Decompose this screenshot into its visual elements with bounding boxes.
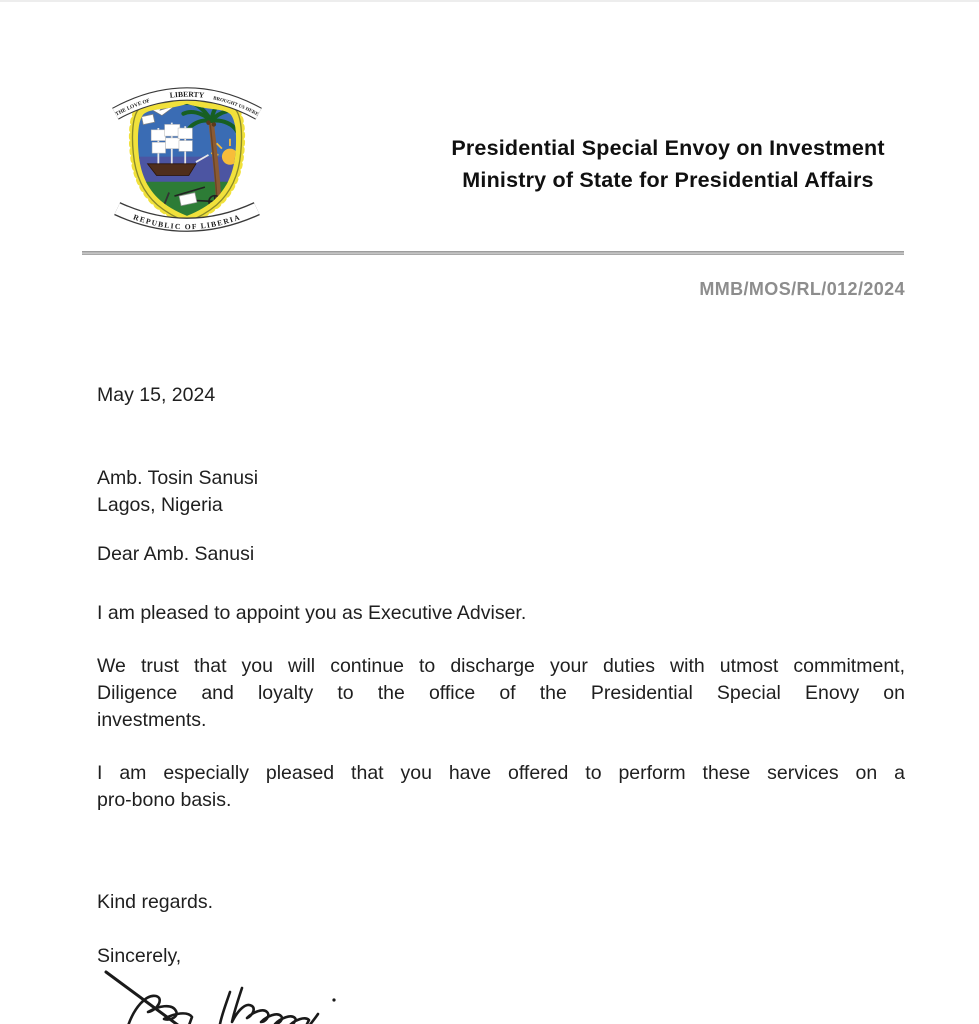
letter-body <box>97 600 905 814</box>
coat-of-arms-icon <box>96 60 278 248</box>
reference-number: MMB/MOS/RL/012/2024 <box>699 279 905 299</box>
letterhead-title <box>428 132 908 196</box>
body-paragraph3-line2: pro-bono basis. <box>97 789 232 811</box>
recipient-block <box>97 465 258 519</box>
body-paragraph2-line2: Diligence and loyalty to the office of the Presidential Special Enovy on <box>97 682 905 704</box>
seal-ribbon-top-center-text: LIBERTY <box>169 89 205 100</box>
body-paragraph3-line1: I am especially pleased that you have offered to perform these services on a <box>97 762 905 784</box>
signature-icon <box>98 966 358 1024</box>
letterhead-divider-rule <box>82 251 904 255</box>
seal-ribbon-top-left-text: THE LOVE OF <box>114 98 151 118</box>
salutation: Dear Amb. Sanusi <box>97 543 255 565</box>
body-paragraph1-line1: I am pleased to appoint you as Executive Adviser. <box>97 602 527 624</box>
recipient-location: Lagos, Nigeria <box>97 494 223 516</box>
seal-ribbon-top-right-text: BROUGHT US HERE <box>212 96 260 118</box>
closing-kind-regards: Kind regards. <box>97 891 213 913</box>
letterhead-title-line1: Presidential Special Envoy on Investment <box>451 136 885 160</box>
liberia-coat-of-arms <box>96 60 278 248</box>
body-paragraph2-line1: We trust that you will continue to discharge your duties with utmost commitment, <box>97 655 905 677</box>
letterhead-title-line2: Ministry of State for Presidential Affairs <box>462 168 874 192</box>
letter-date: May 15, 2024 <box>97 384 216 406</box>
seal-ribbon-bottom-text: REPUBLIC OF LIBERIA <box>132 212 242 232</box>
closing-sincerely: Sincerely, <box>97 945 182 967</box>
svg-text:LIBERTY <box>169 90 205 100</box>
recipient-name: Amb. Tosin Sanusi <box>97 467 259 489</box>
body-paragraph2-line3: investments. <box>97 709 207 731</box>
signature-image <box>98 966 358 1024</box>
page-top-edge <box>0 0 979 2</box>
